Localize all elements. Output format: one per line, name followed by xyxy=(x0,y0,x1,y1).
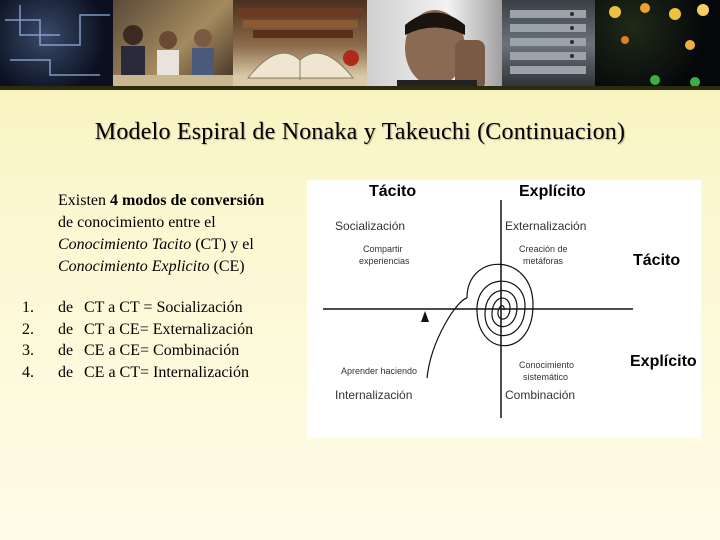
list-prefix: de xyxy=(58,320,74,338)
spiral-arrow-icon xyxy=(421,311,429,322)
list-text: CT a CT = Socialización xyxy=(84,299,243,316)
banner-divider xyxy=(0,86,720,90)
slide-title: Modelo Espiral de Nonaka y Takeuchi (Continuacion) xyxy=(94,119,626,145)
list-item xyxy=(22,362,312,384)
row-label-tacito: Tácito xyxy=(633,252,681,269)
seci-diagram-svg xyxy=(307,180,701,437)
intro-paragraph xyxy=(58,190,298,278)
intro-line1-start: Existen xyxy=(58,192,110,209)
list-number: 1. xyxy=(22,299,34,316)
list-text: CT a CE= Externalización xyxy=(84,320,254,338)
list-number: 3. xyxy=(22,342,34,359)
list-number: 2. xyxy=(22,320,34,338)
quadrant-socializacion-sub2: experiencias xyxy=(359,256,410,266)
list-item xyxy=(22,297,312,319)
quadrant-externalizacion-sub1: Creación de xyxy=(519,244,568,254)
quadrant-socializacion-title: Socialización xyxy=(335,219,406,233)
books-photo xyxy=(233,0,367,90)
network-map-photo xyxy=(0,0,113,90)
meeting-photo xyxy=(113,0,233,90)
intro-line3-rest: (CT) y el xyxy=(191,236,254,253)
quadrant-combinacion-sub1: Conocimiento xyxy=(519,360,575,370)
thinking-man-photo xyxy=(367,0,502,90)
column-label-explicito: Explícito xyxy=(519,183,586,200)
list-prefix: de xyxy=(58,299,74,316)
server-rack-photo xyxy=(502,0,595,90)
lights-photo xyxy=(595,0,720,90)
list-text: CE a CT= Internalización xyxy=(84,363,249,381)
list-prefix: de xyxy=(58,342,74,359)
intro-line2: de conocimiento entre el xyxy=(58,214,216,231)
conversion-modes-list xyxy=(22,297,312,383)
list-text: CE a CE= Combinación xyxy=(84,342,240,359)
list-number: 4. xyxy=(22,363,34,381)
seci-diagram xyxy=(307,180,701,437)
column-label-tacito: Tácito xyxy=(369,183,417,200)
knowledge-spiral xyxy=(467,264,533,345)
quadrant-externalizacion-title: Externalización xyxy=(505,219,587,233)
list-item xyxy=(22,319,312,341)
list-prefix: de xyxy=(58,363,74,381)
intro-line4-italic: Conocimiento Explicito xyxy=(58,258,210,275)
intro-line4-rest: (CE) xyxy=(209,258,245,275)
quadrant-externalizacion-sub2: metáforas xyxy=(523,256,564,266)
quadrant-internalizacion-title: Internalización xyxy=(335,388,413,402)
quadrant-socializacion-sub1: Compartir xyxy=(363,244,403,254)
intro-line1-bold: 4 modos de conversión xyxy=(110,192,265,209)
spiral-tail xyxy=(427,298,467,378)
quadrant-internalizacion-sub1: Aprender haciendo xyxy=(341,366,418,376)
quadrant-combinacion-sub2: sistemático xyxy=(523,372,569,382)
intro-line3-italic: Conocimiento Tacito xyxy=(58,236,192,253)
list-item xyxy=(22,340,312,362)
quadrant-combinacion-title: Combinación xyxy=(505,388,576,402)
photo-banner xyxy=(0,0,720,90)
row-label-explicito: Explícito xyxy=(630,353,697,370)
